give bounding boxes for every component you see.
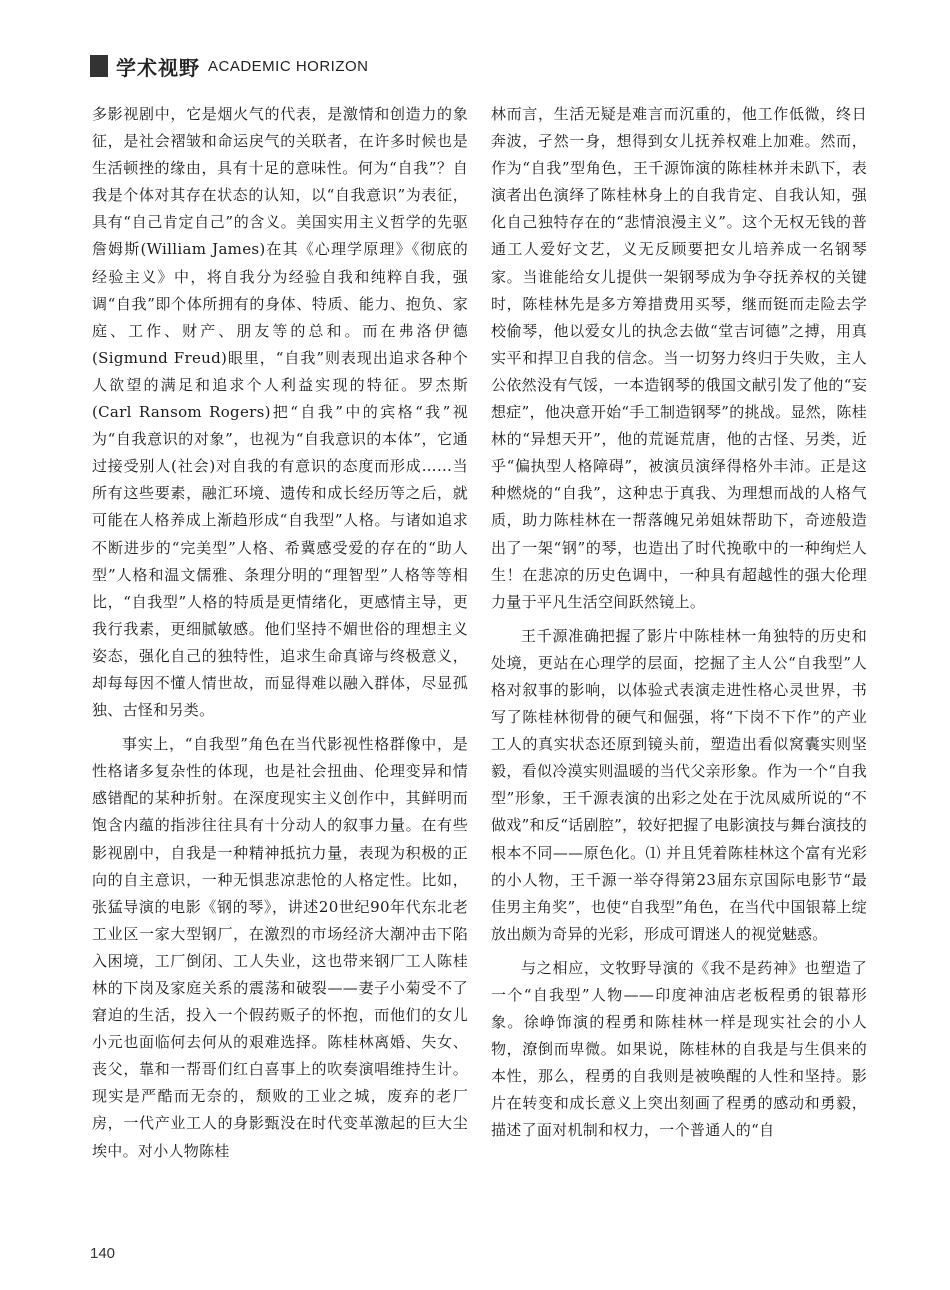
section-title-en: ACADEMIC HORIZON bbox=[208, 57, 369, 75]
paragraph: 王千源准确把握了影片中陈桂林一角独特的历史和处境，更站在心理学的层面，挖掘了主人公“自我型”人格对叙事的影响，以体验式表演走进性格心灵世界，书写了陈桂林彻骨的硬气和倔强，将“下岗不下作”的产业工人的真实状态还原到镜头前，塑造出看似窝囊实则坚毅，看似冷漠实则温暖的当代父亲形象。作为一个“自我型”形象，王千源表演的出彩之处在于沈凤威所说的“不做戏”和反“话剧腔”，较好把握了电影演技与舞台演技的根本不同——原色化。⑴ 并且凭着陈桂林这个富有光彩的小人物，王千源一举夺得第23届东京国际电影节“最佳男主角奖”，也使“自我型”角色，在当代中国银幕上绽放出颇为奇异的光彩，形成可谓迷人的视觉魅惑。 bbox=[491, 626, 867, 943]
paragraph: 多影视剧中，它是烟火气的代表，是激情和创造力的象征，是社会褶皱和命运戾气的关联者，在许多时候也是生活顿挫的缘由，具有十足的意味性。何为“自我”？自我是个体对其存在状态的认知，以“自我意识”为表征，具有“自己肯定自己”的含义。美国实用主义哲学的先驱詹姆斯(William James)在其《心理学原理》《彻底的经验主义》中，将自我分为经验自我和纯粹自我，强调“自我”即个体所拥有的身体、特质、能力、抱负、家庭、工作、财产、朋友等的总和。而在弗洛伊德(Sigmund Freud)眼里，“自我”则表现出追求各种个人欲望的满足和追求个人利益实现的特征。罗杰斯(Carl Ransom Rogers)把“自我”中的宾格“我”视为“自我意识的对象”，也视为“自我意识的本体”，它通过接受别人(社会)对自我的有意识的态度而形成……当所有这些要素，融汇环境、遗传和成长经历等之后，就可能在人格养成上渐趋形成“自我型”人格。与诸如追求不断进步的“完美型”人格、希冀感受爱的存在的“助人型”人格和温文儒雅、条理分明的“理智型”人格等等相比，“自我型”人格的特质是更情绪化，更感情主导，更我行我素，更细腻敏感。他们坚持不媚世俗的理想主义姿态，强化自己的独特性，追求生命真谛与终极意义，却每每因不懂人情世故，而显得难以融入群体，尽显孤独、古怪和另类。 bbox=[92, 105, 468, 720]
section-title-cn: 学术视野 bbox=[116, 55, 200, 80]
right-text-column bbox=[491, 101, 867, 1145]
section-marker-block bbox=[90, 55, 108, 77]
paragraph: 与之相应，文牧野导演的《我不是药神》也塑造了一个“自我型”人物——印度神油店老板程勇的银幕形象。徐峥饰演的程勇和陈桂林一样是现实社会的小人物，潦倒而卑微。如果说，陈桂林的自我是与生俱来的本性，那么，程勇的自我则是被唤醒的人性和坚持。影片在转变和成长意义上突出刻画了程勇的感动和勇毅，描述了面对机制和权力，一个普通人的“自 bbox=[491, 958, 867, 1140]
paragraph: 林而言，生活无疑是难言而沉重的，他工作低微，终日奔波，孑然一身，想得到女儿抚养权难上加难。然而，作为“自我”型角色，王千源饰演的陈桂林并未趴下，表演者出色演绎了陈桂林身上的自我肯定、自我认知，强化自己独特存在的“悲情浪漫主义”。这个无权无钱的普通工人爱好文艺，义无反顾要把女儿培养成一名钢琴家。当谁能给女儿提供一架钢琴成为争夺抚养权的关键时，陈桂林先是多方筹措费用买琴，继而铤而走险去学校偷琴，他以爱女儿的执念去做“堂吉诃德”之搏，用真实平和捍卫自我的信念。当一切努力终归于失败，主人公依然没有气馁，一本造钢琴的俄国文献引发了他的“妄想症”，他决意开始“手工制造钢琴”的挑战。显然，陈桂林的“异想天开”，他的荒诞荒唐，他的古怪、另类，近乎“偏执型人格障碍”，被演员演绎得格外丰沛。正是这种燃烧的“自我”，这种忠于真我、为理想而战的人格气质，助力陈桂林在一帮落魄兄弟姐妹帮助下，奇迹般造出了一架“钢”的琴，也造出了时代挽歌中的一种绚烂人生！在悲凉的历史色调中，一种具有超越性的强大伦理力量于平凡生活空间跃然镜上。 bbox=[491, 105, 867, 611]
left-text-column bbox=[92, 101, 468, 1165]
section-header bbox=[90, 52, 369, 80]
page-number: 140 bbox=[90, 1245, 116, 1262]
paragraph: 事实上，“自我型”角色在当代影视性格群像中，是性格诸多复杂性的体现，也是社会扭曲、伦理变异和情感错配的某种折射。在深度现实主义创作中，其鲜明而饱含内蕴的指涉往往具有十分动人的叙事力量。在有些影视剧中，自我是一种精神抵抗力量，表现为积极的正向的自主意识，一种无惧悲凉悲怆的人格定性。比如，张猛导演的电影《钢的琴》，讲述20世纪90年代东北老工业区一家大型钢厂，在激烈的市场经济大潮冲击下陷入困境，工厂倒闭、工人失业，这也带来钢厂工人陈桂林的下岗及家庭关系的震荡和破裂——妻子小菊受不了窘迫的生活，投入一个假药贩子的怀抱，而他们的女儿小元也面临何去何从的艰难选择。陈桂林离婚、失女、丧父，靠和一帮哥们红白喜事上的吹奏演唱维持生计。现实是严酷而无奈的，颓败的工业之城，废弃的老厂房，一代产业工人的身影甄没在时代变革激起的巨大尘埃中。对小人物陈桂 bbox=[92, 735, 468, 1160]
